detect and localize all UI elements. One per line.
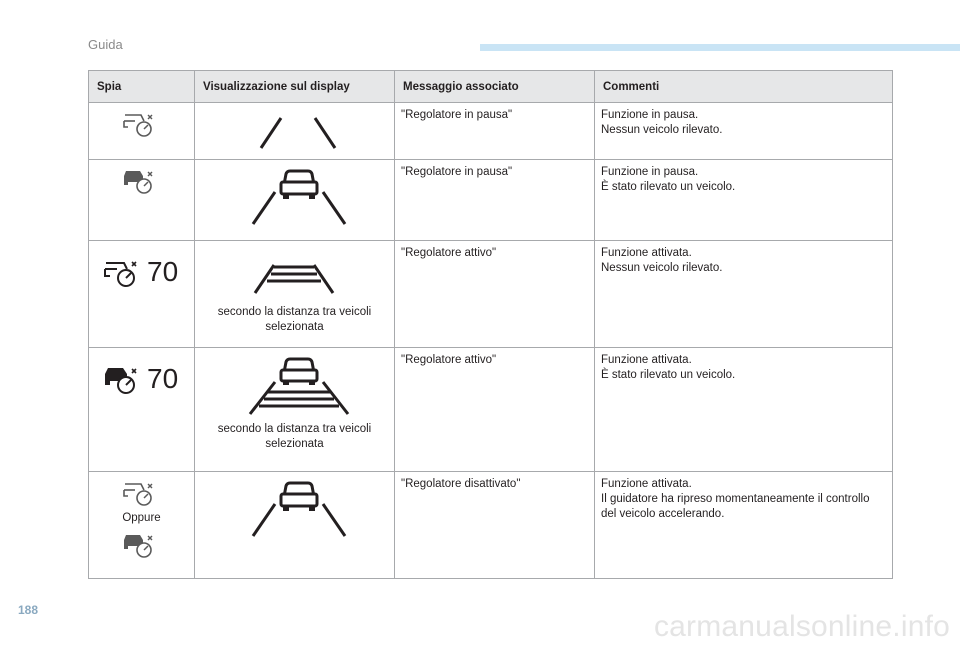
cruise-control-outline-icon: [119, 109, 159, 139]
page-number: 188: [18, 603, 39, 617]
lane-vehicle-distance-icon: [195, 348, 393, 418]
warning-light-cell: [89, 241, 195, 348]
warning-light-cell: [89, 160, 195, 241]
cruise-control-outline-icon: [119, 478, 159, 508]
column-header-comments: Commenti: [595, 71, 893, 103]
warning-light-table: [88, 70, 893, 579]
display-caption: secondo la distanza tra veicoli selezionata: [217, 423, 372, 450]
cruise-control-vehicle-icon: [119, 166, 159, 196]
lane-vehicle-icon: [195, 160, 393, 240]
message-cell: "Regolatore attivo": [395, 241, 595, 348]
table-row: [89, 103, 893, 160]
message-cell: "Regolatore in pausa": [395, 103, 595, 160]
display-cell: [195, 348, 395, 472]
warning-light-cell: [89, 348, 195, 472]
display-cell: [195, 241, 395, 348]
comment-cell: Funzione attivata. Nessun veicolo rilevato.: [595, 241, 893, 348]
message-cell: "Regolatore disattivato": [395, 472, 595, 579]
display-cell: [195, 103, 395, 160]
display-cell: [195, 160, 395, 241]
comment-cell: Funzione attivata. È stato rilevato un veicolo.: [595, 348, 893, 472]
comment-cell: Funzione attivata. Il guidatore ha ripreso momentaneamente il controllo del veicolo accelerando.: [595, 472, 893, 579]
table-row: [89, 472, 893, 579]
cruise-control-vehicle-icon: [119, 530, 159, 560]
cruise-control-active-vehicle-icon: [101, 362, 141, 396]
comment-cell: Funzione in pausa. Nessun veicolo rilevato.: [595, 103, 893, 160]
lane-vehicle-icon: [195, 472, 393, 552]
column-header-message: Messaggio associato: [395, 71, 595, 103]
comment-cell: Funzione in pausa. È stato rilevato un veicolo.: [595, 160, 893, 241]
display-cell: [195, 472, 395, 579]
watermark: carmanualsonline.info: [653, 610, 950, 643]
table-row: [89, 348, 893, 472]
alternative-label: Oppure: [122, 512, 161, 524]
display-caption: secondo la distanza tra veicoli selezionata: [217, 306, 372, 333]
speed-value: 70: [147, 256, 179, 287]
warning-light-cell: [89, 103, 195, 160]
table-row: [89, 241, 893, 348]
table-row: [89, 160, 893, 241]
column-header-spia: Spia: [89, 71, 195, 103]
header-accent-bar: [480, 44, 960, 51]
message-cell: "Regolatore attivo": [395, 348, 595, 472]
section-label: Guida: [88, 37, 123, 52]
speed-value: 70: [147, 363, 179, 394]
table-header-row: [89, 71, 893, 103]
cruise-control-active-icon: [101, 255, 141, 289]
lane-lines-icon: [195, 103, 393, 158]
message-cell: "Regolatore in pausa": [395, 160, 595, 241]
column-header-display: Visualizzazione sul display: [195, 71, 395, 103]
warning-light-cell: [89, 472, 195, 579]
lane-distance-bars-icon: [195, 241, 393, 303]
